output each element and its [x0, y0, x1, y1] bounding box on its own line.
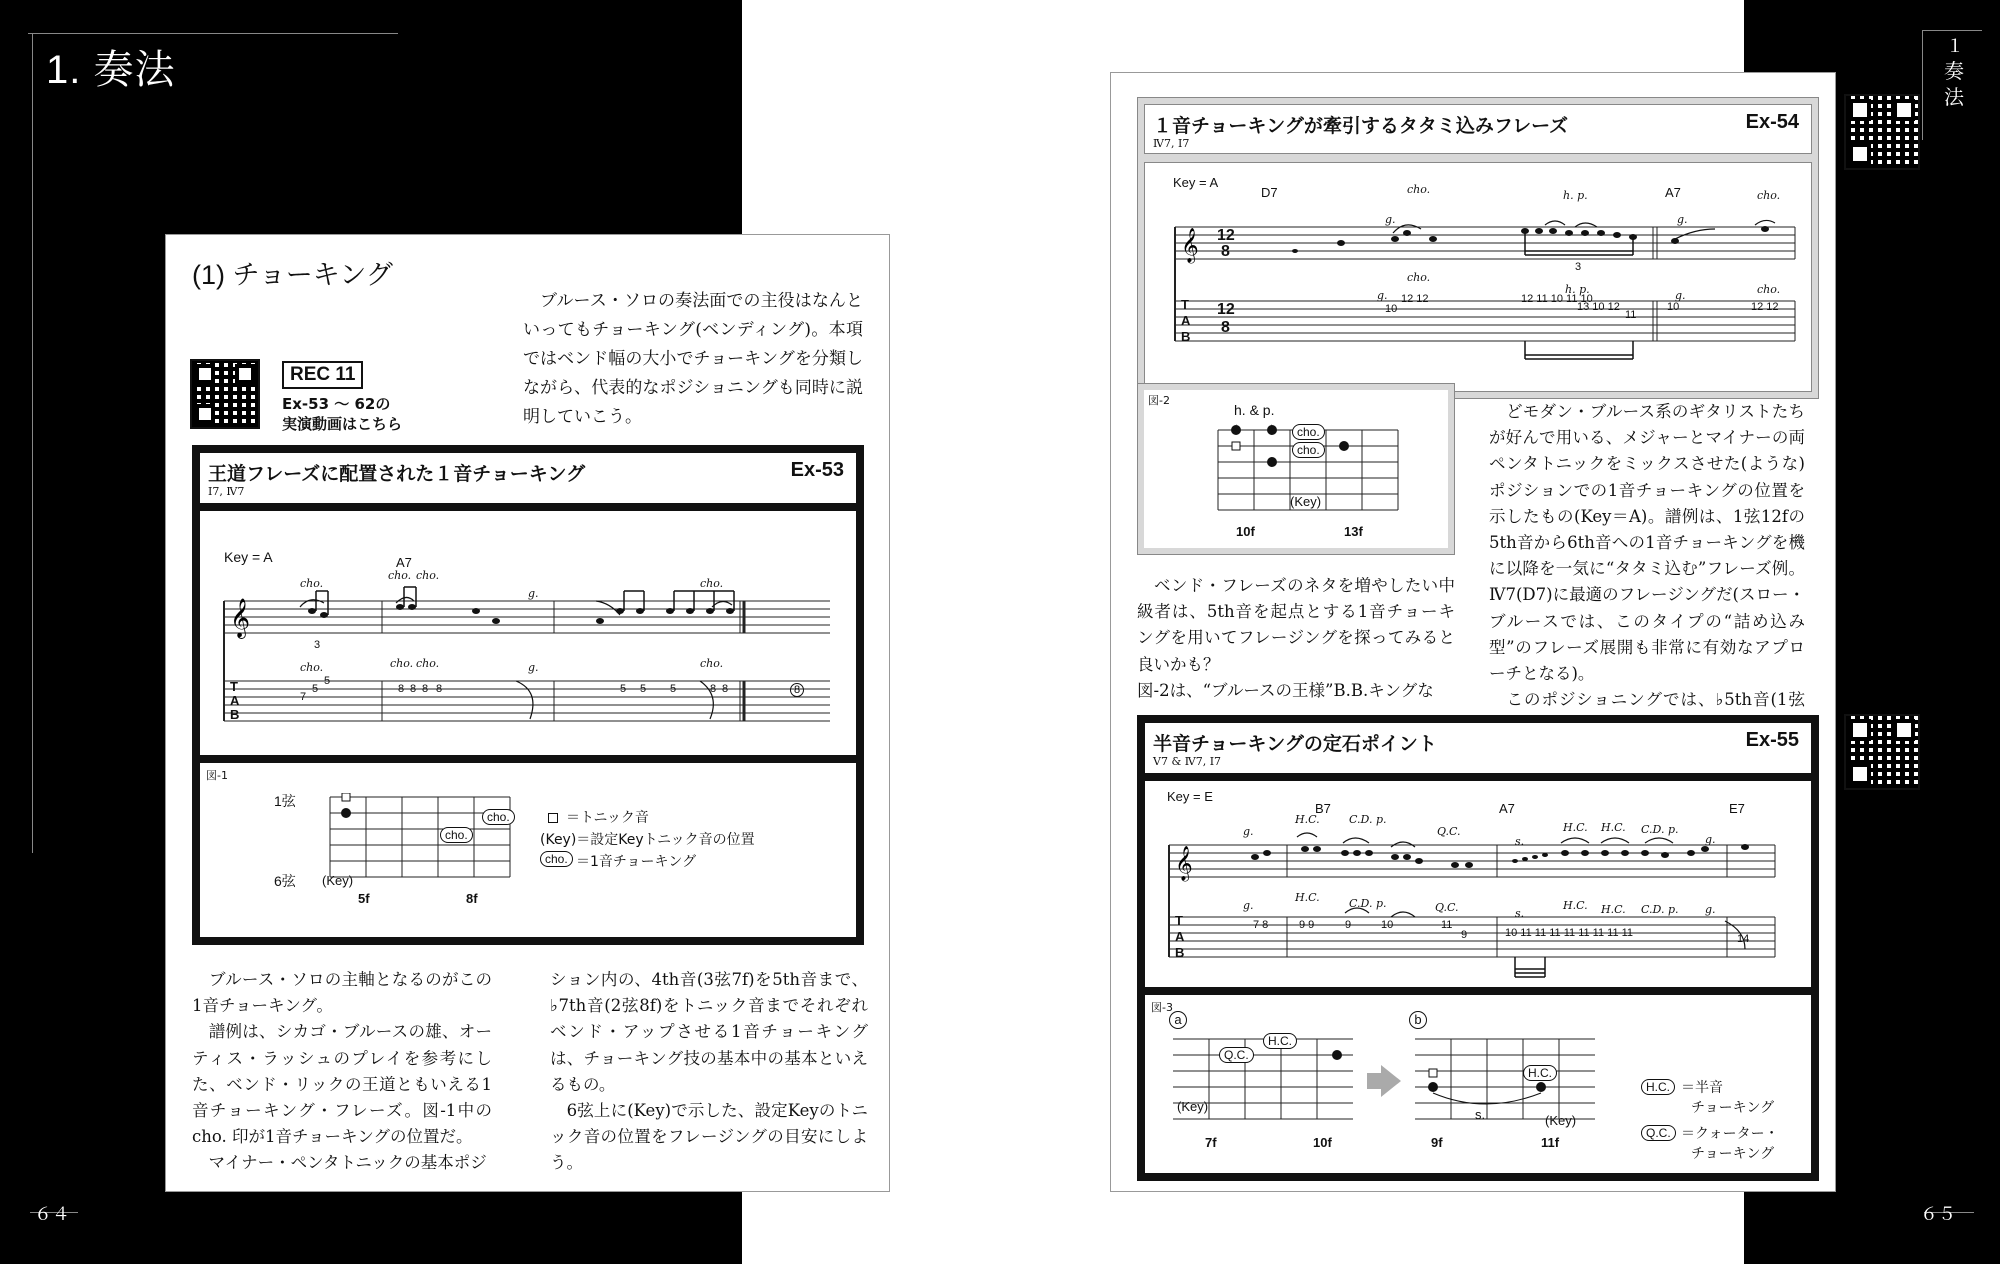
- ex54-frets-a: 10: [1385, 303, 1398, 315]
- fig3-box: [1145, 995, 1811, 1173]
- ex53-fret-8d: 8: [436, 683, 443, 695]
- ex53-fret-8g: 8: [790, 683, 804, 697]
- ex53-fret-7a: 7: [300, 691, 307, 703]
- fig1-legend-cho: ＝1音チョーキング: [576, 854, 697, 870]
- fig3-s: s.: [1475, 1107, 1486, 1122]
- ex54-tab-t: T: [1181, 297, 1189, 312]
- ex54-frets-e: 11: [1625, 309, 1637, 321]
- ex53-g-2: g.: [528, 661, 539, 674]
- arrow-shaft: [1367, 1073, 1383, 1089]
- fig2-hp: h. & p.: [1234, 402, 1275, 418]
- ex53-cho-3: cho.: [416, 569, 440, 582]
- fig3-legend-qc-2: チョーキング: [1691, 1146, 1775, 1162]
- section-left-rule: [32, 33, 33, 853]
- ex53-score-svg: [200, 511, 856, 755]
- ex53-tab-a: A: [230, 693, 240, 708]
- ex54-frets-f: 10: [1667, 301, 1680, 313]
- ex55-score-svg: [1145, 781, 1811, 987]
- fig1-legend-cho-label: cho.: [540, 851, 573, 867]
- ex55-g-2: g.: [1705, 833, 1716, 846]
- intro-paragraph: ブルース・ソロの奏法面での主役はなんといってもチョーキング(ベンディング)。本項ではベンド幅の大小でチョーキングを分類しながら、代表的なポジショニングも同時に説明していこう。: [523, 291, 863, 427]
- fig1-fret-5f: 5f: [358, 891, 370, 906]
- ex55-frets-10: 10: [1381, 919, 1394, 931]
- right-tab-rule: [1922, 30, 1923, 140]
- section-title-rule: [28, 33, 398, 34]
- ex55-tab-b: B: [1175, 945, 1185, 960]
- ex54-panel: [1137, 97, 1819, 399]
- ex55-key: Key = E: [1167, 789, 1213, 804]
- ex54-g-4: g.: [1675, 289, 1686, 302]
- section-title: 1. 奏法: [46, 48, 176, 92]
- ex54-time-top: 12: [1217, 227, 1235, 244]
- ex54-tab-time-bot: 8: [1221, 319, 1230, 336]
- fig3-fret-7f: 7f: [1205, 1135, 1217, 1150]
- fig2-fret-10f: 10f: [1236, 524, 1255, 539]
- fig3-key-b: (Key): [1545, 1113, 1577, 1128]
- ex55-qc-2: Q.C.: [1435, 901, 1459, 914]
- rec-badge: REC 11: [282, 361, 363, 389]
- fig3-hc-a: H.C.: [1263, 1033, 1297, 1049]
- fig3-legend-hc-label: H.C.: [1641, 1079, 1675, 1095]
- ex54-cho-3: cho.: [1407, 271, 1431, 284]
- ex53-fret-5b: 5: [324, 675, 331, 687]
- right-left-column: ベンド・フレーズのネタを増やしたい中級者は、5th音を起点とする1音チョーキングを用いてフレージングを探ってみると良いかも？ 図-2は、“ブルースの王様”B.B.キングな: [1137, 576, 1455, 700]
- ex55-qc-1: Q.C.: [1437, 825, 1461, 838]
- svg-text:𝄞: 𝄞: [1181, 228, 1199, 263]
- ex54-tab-time-top: 12: [1217, 301, 1235, 318]
- fig1-box: [200, 763, 856, 937]
- ex53-cho-8: cho.: [700, 657, 724, 670]
- fig1-key: (Key): [322, 873, 354, 888]
- fig1-legend-key: (Key)＝設定Keyトニック音の位置: [540, 832, 755, 848]
- fig2-box: [1137, 383, 1455, 555]
- ex54-time-bot: 8: [1221, 243, 1230, 260]
- ex55-chord-a7: A7: [1499, 801, 1515, 816]
- ex54-hp-2: h. p.: [1565, 283, 1590, 296]
- ex54-key: Key = A: [1173, 175, 1219, 190]
- ex55-tab-t: T: [1175, 913, 1183, 928]
- left-column-2: ション内の、4th音(3弦7f)を5th音まで、♭7th音(2弦8f)をトニック音までそれぞれベンド・アップさせる1音チョーキングは、チョーキング技の基本中の基本といえるもの。 6弦上に(Key)で示した、設定Keyのトニック音の位置をフレージングの目安にしよう。: [550, 970, 868, 1173]
- page-number-right: ６５: [1920, 1204, 1956, 1225]
- ex53-chord-a7: A7: [396, 555, 412, 570]
- fig3-legend-hc-2: チョーキング: [1691, 1100, 1775, 1116]
- ex54-chord-d7: D7: [1261, 185, 1278, 200]
- ex54-number: Ex-54: [1745, 111, 1799, 133]
- subsection-title: (1) チョーキング: [192, 260, 393, 290]
- ex55-cdp-1: C.D. p.: [1349, 813, 1387, 826]
- ex53-key-label: Key = A: [224, 549, 273, 565]
- ex54-cho-1: cho.: [1407, 183, 1431, 196]
- ex54-g-2: g.: [1677, 213, 1688, 226]
- fig2-inner: [1144, 390, 1448, 548]
- ex55-s-2: s.: [1515, 907, 1525, 920]
- ex53-cho-5: cho.: [300, 661, 324, 674]
- ex55-g-4: g.: [1705, 903, 1716, 916]
- ex53-title-bar: [200, 453, 856, 503]
- ex53-fret-8c: 8: [422, 683, 429, 695]
- svg-text:𝄞: 𝄞: [230, 598, 251, 638]
- fig3-legend-qc-label: Q.C.: [1641, 1125, 1676, 1141]
- qr-code-ex54[interactable]: [1844, 94, 1920, 170]
- fig1-cho-1: cho.: [440, 827, 473, 843]
- ex55-hc-3: H.C.: [1601, 821, 1626, 834]
- ex53-tab-t: T: [230, 679, 238, 694]
- ex53-fret-5e: 5: [670, 683, 677, 695]
- ex53-panel: [192, 445, 864, 945]
- ex53-fret-5d: 5: [640, 683, 647, 695]
- ex53-triplet: 3: [314, 639, 321, 651]
- fig1-string1: 1弦: [274, 793, 296, 809]
- fig2-description: どモダン・ブルース系のギタリストたちが好んで用いる、メジャーとマイナーの両ペンタトニックをミックスさせた(ような)ポジションでの1音チョーキングの位置を示したもの(Key＝A)。譜例は、1弦12fの5th音から6th音への1音チョーキングを機に以降を一気に“タタミ込む”フレーズ例。Ⅳ7(D7)に最適のフレージングだ(スロー・ブルースでは、このタイプの“詰め込み型”のフレーズ展開も非常に有効なアプローチとなる)。 このポジショニングでは、♭5th音(1弦: [1489, 402, 1805, 710]
- ex53-cho-2: cho.: [388, 569, 412, 582]
- ex55-chord-e7: E7: [1729, 801, 1745, 816]
- fig3-a-marker: a: [1169, 1011, 1187, 1029]
- ex54-notation: [1144, 162, 1812, 392]
- ex55-number: Ex-55: [1745, 729, 1799, 751]
- fig2-cho-1: cho.: [1292, 424, 1325, 440]
- rec-line2: 実演動画はこちら: [282, 415, 403, 433]
- left-column-1: ブルース・ソロの主軸となるのがこの1音チョーキング。 譜例は、シカゴ・ブルースの雄、オーティス・ラッシュのプレイを参考にした、ベンド・リックの王道ともいえる1音チョーキング・フレーズ。図-1中の cho. 印が1音チョーキングの位置だ。 マイナー・ペンタトニックの基本ポジ: [192, 970, 492, 1173]
- ex55-hc-1: H.C.: [1295, 813, 1320, 826]
- fig3-qc: Q.C.: [1219, 1047, 1254, 1063]
- ex54-frets-d: 13 10 12: [1577, 301, 1620, 313]
- ex53-cho-4: cho.: [700, 577, 724, 590]
- ex53-notation: [200, 511, 856, 755]
- ex55-frets-14: 14: [1737, 933, 1750, 945]
- ex55-tab-a: A: [1175, 929, 1185, 944]
- ex53-fret-8b: 8: [410, 683, 417, 695]
- ex55-hc-2: H.C.: [1563, 821, 1588, 834]
- ex53-cho-1: cho.: [300, 577, 324, 590]
- ex55-frets-78: 7 8: [1253, 919, 1269, 931]
- ex55-hc-5: H.C.: [1563, 899, 1588, 912]
- ex55-cdp-3: C.D. p.: [1349, 897, 1387, 910]
- ex55-cdp-2: C.D. p.: [1641, 823, 1679, 836]
- ex55-title-bar: [1145, 723, 1811, 773]
- ex55-g-3: g.: [1243, 899, 1254, 912]
- ex55-chord-b7: B7: [1315, 801, 1331, 816]
- ex55-s-1: s.: [1515, 835, 1525, 848]
- arrow-icon: [1381, 1065, 1401, 1097]
- ex54-frets-b: 12 12: [1401, 293, 1429, 305]
- ex53-fret-5c: 5: [620, 683, 627, 695]
- ex54-triplet: 3: [1575, 261, 1582, 273]
- ex54-frets-g: 12 12: [1751, 301, 1779, 313]
- ex53-title: 王道フレーズに配置された１音チョーキング: [208, 463, 586, 485]
- qr-code[interactable]: [190, 359, 260, 429]
- fig3-label: 図-3: [1151, 1001, 1173, 1014]
- ex54-frets-c: 12 11 10 11 10: [1521, 293, 1593, 305]
- ex53-cho-6: cho.: [390, 657, 414, 670]
- fig3-legend-hc-1: ＝半音: [1681, 1080, 1723, 1096]
- ex55-frets-run: 10 11 11 11 11 11 11 11 11: [1505, 927, 1634, 939]
- fig3-fret-9f: 9f: [1431, 1135, 1443, 1150]
- ex55-hc-6: H.C.: [1601, 903, 1626, 916]
- fig1-legend-tonic-icon: [548, 813, 558, 823]
- ex53-cho-7: cho.: [416, 657, 440, 670]
- ex54-tab-a: A: [1181, 313, 1191, 328]
- ex54-score-svg: [1145, 163, 1813, 393]
- ex55-title: 半音チョーキングの定石ポイント: [1153, 733, 1437, 755]
- tab-title: 奏法: [1944, 59, 1964, 109]
- ex54-hp-1: h. p.: [1563, 189, 1588, 202]
- fig3-key-a: (Key): [1177, 1099, 1209, 1114]
- fig1-label: 図-1: [206, 769, 228, 782]
- ex53-fret-8f: 8: [722, 683, 729, 695]
- ex54-cho-4: cho.: [1757, 283, 1781, 296]
- ex54-cho-2: cho.: [1757, 189, 1781, 202]
- ex55-frets-11: 11: [1441, 919, 1453, 931]
- tab-number: １: [1946, 36, 1964, 57]
- fig1-fret-8f: 8f: [466, 891, 478, 906]
- ex54-title: １音チョーキングが牽引するタタミ込みフレーズ: [1153, 115, 1569, 137]
- fig3-fret-10f: 10f: [1313, 1135, 1332, 1150]
- fig1-cho-2: cho.: [482, 809, 515, 825]
- fig3-fret-11f: 11f: [1541, 1135, 1560, 1150]
- left-page-card: [165, 234, 890, 1192]
- ex54-g-1: g.: [1385, 213, 1396, 226]
- ex53-chord-functions: Ⅰ7, Ⅳ7: [208, 485, 245, 498]
- ex55-chord-functions: Ⅴ7 & Ⅳ7, Ⅰ7: [1153, 755, 1222, 768]
- fig2-cho-2: cho.: [1292, 442, 1325, 458]
- ex53-number: Ex-53: [790, 459, 844, 481]
- ex54-g-3: g.: [1377, 289, 1388, 302]
- right-tab-rule-top: [1922, 30, 1982, 31]
- ex55-notation: [1145, 781, 1811, 987]
- fig3-hc-b: H.C.: [1523, 1065, 1557, 1081]
- ex55-frets-99: 9 9: [1299, 919, 1315, 931]
- fig1-fretboard: [320, 793, 520, 883]
- fig3-b-marker: b: [1409, 1011, 1427, 1029]
- fig3-legend-qc-1: ＝クォーター・: [1681, 1126, 1779, 1142]
- ex55-frets-9b: 9: [1461, 929, 1468, 941]
- rec-line1: Ex-53 ～ 62の: [282, 395, 391, 413]
- ex53-g-1: g.: [528, 587, 539, 600]
- fig1-string6: 6弦: [274, 873, 296, 889]
- ex55-hc-4: H.C.: [1295, 891, 1320, 904]
- right-page-card: [1110, 72, 1836, 1192]
- ex55-frets-9: 9: [1345, 919, 1352, 931]
- ex55-cdp-4: C.D. p.: [1641, 903, 1679, 916]
- ex53-tab-b: B: [230, 707, 240, 722]
- ex53-fret-8e: 8: [710, 683, 717, 695]
- ex54-tab-b: B: [1181, 329, 1191, 344]
- ex54-chord-functions: Ⅳ7, Ⅰ7: [1153, 137, 1190, 150]
- fig2-key: (Key): [1290, 494, 1322, 509]
- qr-code-ex55[interactable]: [1844, 714, 1920, 790]
- ex54-title-bar: [1144, 104, 1812, 154]
- ex55-panel: [1137, 715, 1819, 1181]
- page-number-left: ６４: [34, 1204, 70, 1225]
- fig2-label: 図-2: [1148, 394, 1170, 407]
- ex55-g-1: g.: [1243, 825, 1254, 838]
- fig3-b-fretboard: [1415, 1035, 1605, 1125]
- ex53-fret-5a: 5: [312, 683, 319, 695]
- ex53-fret-8a: 8: [398, 683, 405, 695]
- svg-text:𝄞: 𝄞: [1175, 846, 1193, 881]
- fig2-fret-13f: 13f: [1344, 524, 1363, 539]
- fig1-legend-tonic: ＝トニック音: [566, 810, 649, 826]
- ex54-chord-a7: A7: [1665, 185, 1681, 200]
